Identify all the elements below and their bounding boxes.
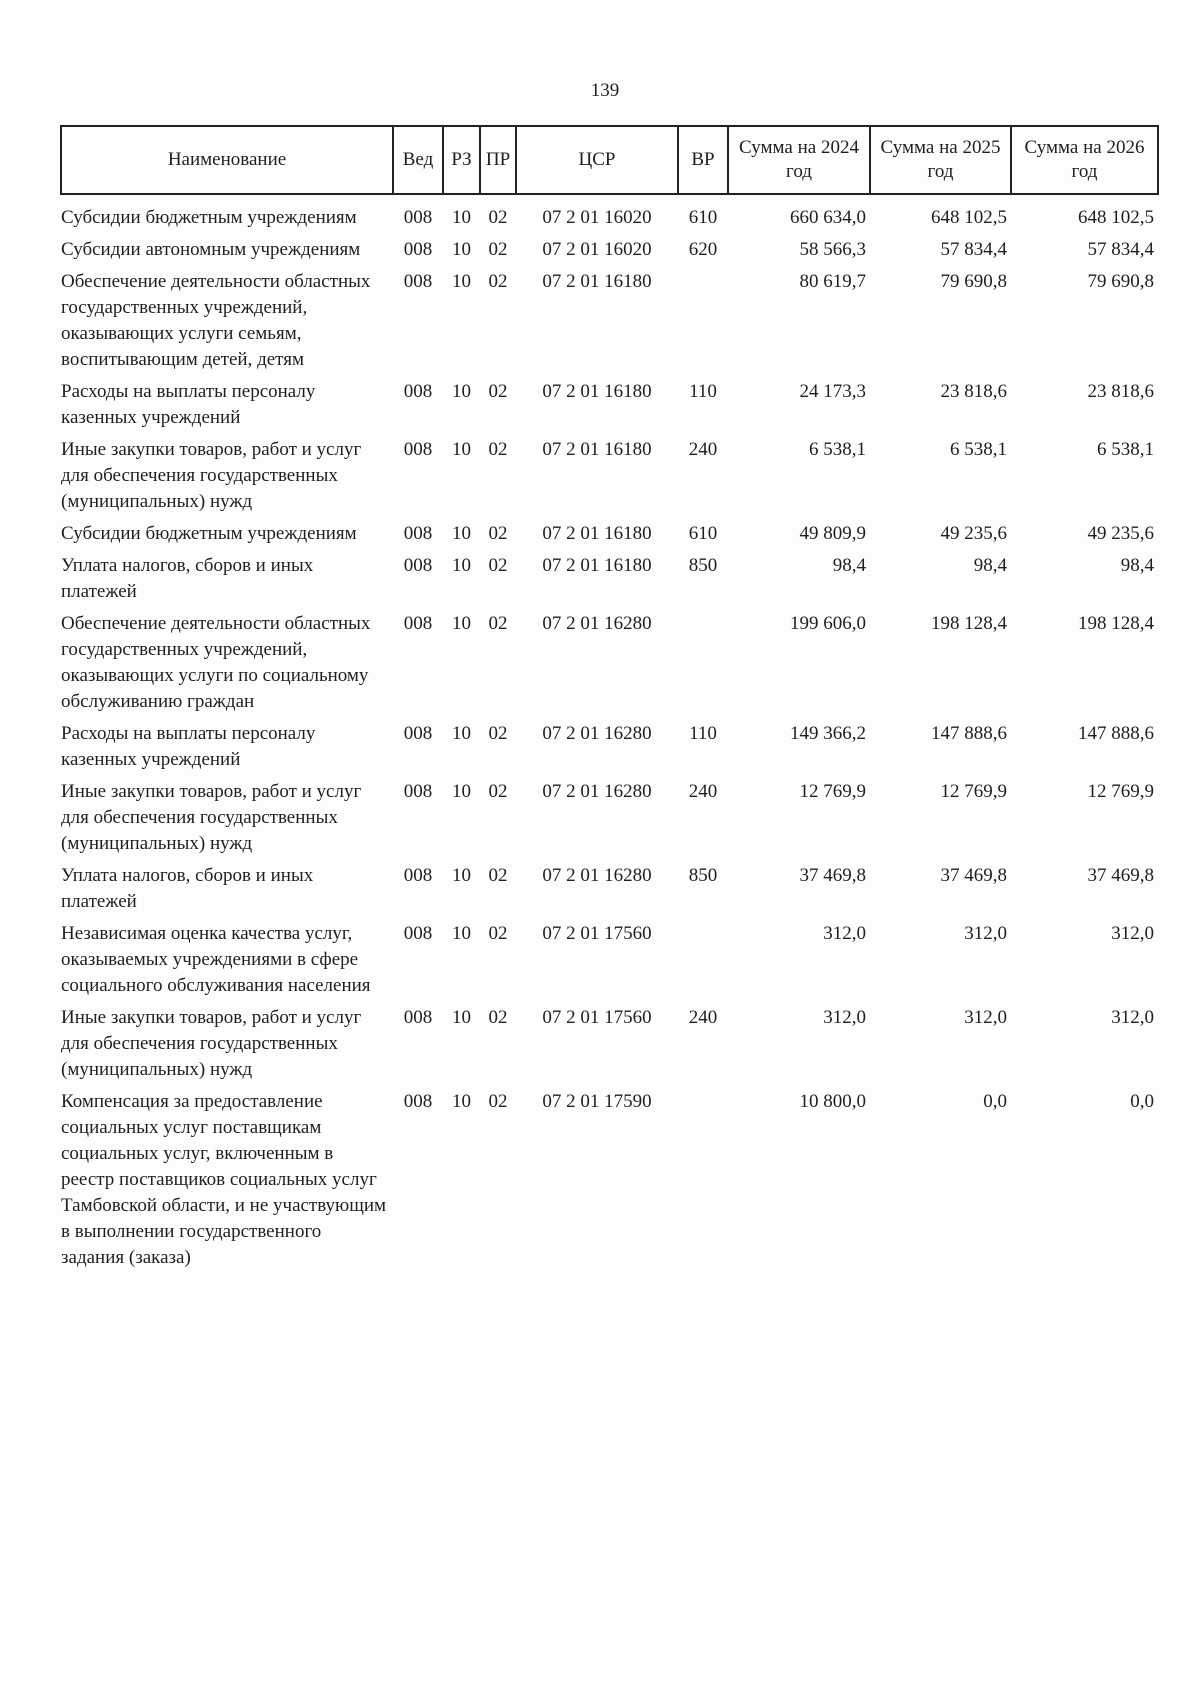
- row-sum-2026-cell: 312,0: [1111, 923, 1154, 944]
- header-sum-2025: Сумма на 2025 год: [870, 126, 1011, 194]
- header-sum-2024: Сумма на 2024 год: [728, 126, 870, 194]
- row-sum-2024-cell: 80 619,7: [799, 271, 866, 292]
- row-csr-cell: 07 2 01 16180: [542, 271, 652, 292]
- table-row: [61, 777, 1158, 861]
- row-name-cell: Уплата налогов, сборов и иных платежей: [61, 555, 314, 602]
- row-sum-2024-cell: 6 538,1: [809, 439, 866, 460]
- header-vr: ВР: [678, 126, 728, 194]
- row-sum-2026-cell: 37 469,8: [1087, 865, 1154, 886]
- row-sum-2024-cell: 660 634,0: [790, 207, 866, 228]
- table-row: [61, 551, 1158, 609]
- row-pr-cell: 02: [488, 613, 508, 634]
- row-rz-cell: 10: [452, 381, 471, 402]
- row-vr-cell: 110: [689, 381, 717, 402]
- row-name-cell: Уплата налогов, сборов и иных платежей: [61, 865, 314, 912]
- row-csr-cell: 07 2 01 17590: [542, 1091, 652, 1112]
- row-name-cell: Расходы на выплаты персоналу казенных учреждений: [61, 381, 316, 428]
- table-body: [61, 194, 1158, 1275]
- row-csr-cell: 07 2 01 16280: [542, 781, 652, 802]
- row-sum-2024-cell: 98,4: [832, 555, 866, 576]
- row-sum-2024-cell: 10 800,0: [799, 1091, 866, 1112]
- header-csr: ЦСР: [516, 126, 678, 194]
- row-ved-cell: 008: [403, 723, 433, 744]
- row-sum-2025-cell: 198 128,4: [931, 613, 1007, 634]
- row-csr-cell: 07 2 01 16020: [542, 239, 652, 260]
- row-rz-cell: 10: [452, 1007, 471, 1028]
- header-row: [61, 126, 1158, 194]
- row-sum-2024-cell: 199 606,0: [790, 613, 866, 634]
- row-sum-2026-cell: 23 818,6: [1087, 381, 1154, 402]
- row-vr-cell: 610: [688, 207, 718, 228]
- row-pr-cell: 02: [488, 555, 508, 576]
- row-sum-2026-cell: 49 235,6: [1087, 523, 1154, 544]
- row-vr-cell: 240: [688, 439, 718, 460]
- page-number: 139: [590, 80, 620, 101]
- row-sum-2025-cell: 648 102,5: [931, 207, 1007, 228]
- table-row: [61, 377, 1158, 435]
- row-sum-2024-cell: 312,0: [823, 923, 866, 944]
- row-sum-2025-cell: 49 235,6: [940, 523, 1007, 544]
- table-row: [61, 1003, 1158, 1087]
- table-row: [61, 267, 1158, 377]
- row-sum-2026-cell: 648 102,5: [1078, 207, 1154, 228]
- row-sum-2025-cell: 12 769,9: [940, 781, 1007, 802]
- row-sum-2026-cell: 312,0: [1111, 1007, 1154, 1028]
- row-rz-cell: 10: [452, 439, 471, 460]
- row-ved-cell: 008: [403, 923, 433, 944]
- row-csr-cell: 07 2 01 17560: [542, 1007, 652, 1028]
- budget-table: [60, 125, 1159, 1275]
- row-sum-2024-cell: 49 809,9: [799, 523, 866, 544]
- row-rz-cell: 10: [452, 271, 471, 292]
- row-csr-cell: 07 2 01 16280: [542, 865, 652, 886]
- row-ved-cell: 008: [403, 613, 433, 634]
- row-pr-cell: 02: [488, 723, 508, 744]
- row-csr-cell: 07 2 01 16180: [542, 523, 652, 544]
- row-vr-cell: 850: [688, 555, 718, 576]
- row-sum-2025-cell: 312,0: [964, 1007, 1007, 1028]
- row-pr-cell: 02: [488, 271, 508, 292]
- row-name-cell: Иные закупки товаров, работ и услуг для обеспечения государственных (муниципальных) нужд: [61, 439, 362, 512]
- row-rz-cell: 10: [452, 523, 471, 544]
- table-row: [61, 719, 1158, 777]
- row-name-cell: Обеспечение деятельности областных государственных учреждений, оказывающих услуги семьям, воспитывающим детей, детям: [61, 271, 371, 370]
- table-row: [61, 919, 1158, 1003]
- row-pr-cell: 02: [488, 781, 508, 802]
- row-sum-2025-cell: 147 888,6: [931, 723, 1007, 744]
- row-ved-cell: 008: [403, 781, 433, 802]
- row-pr-cell: 02: [488, 439, 508, 460]
- row-sum-2024-cell: 312,0: [823, 1007, 866, 1028]
- row-sum-2025-cell: 23 818,6: [940, 381, 1007, 402]
- row-ved-cell: 008: [403, 239, 433, 260]
- row-vr-cell: 850: [688, 865, 718, 886]
- row-vr-cell: 610: [688, 523, 718, 544]
- row-sum-2026-cell: 198 128,4: [1078, 613, 1154, 634]
- row-sum-2025-cell: 98,4: [973, 555, 1007, 576]
- row-rz-cell: 10: [452, 555, 471, 576]
- row-ved-cell: 008: [403, 207, 433, 228]
- header-pr: ПР: [480, 126, 516, 194]
- row-pr-cell: 02: [488, 923, 508, 944]
- row-vr-cell: [678, 1087, 728, 1275]
- table-row: [61, 861, 1158, 919]
- table-row: [61, 1087, 1158, 1275]
- header-ved: Вед: [393, 126, 443, 194]
- row-csr-cell: 07 2 01 16180: [542, 439, 652, 460]
- row-sum-2026-cell: 147 888,6: [1078, 723, 1154, 744]
- row-name-cell: Иные закупки товаров, работ и услуг для обеспечения государственных (муниципальных) нужд: [61, 781, 362, 854]
- row-name-cell: Независимая оценка качества услуг, оказываемых учреждениями в сфере социального обслуживания населения: [61, 923, 371, 996]
- row-rz-cell: 10: [452, 781, 471, 802]
- row-csr-cell: 07 2 01 16180: [542, 381, 652, 402]
- row-sum-2025-cell: 37 469,8: [940, 865, 1007, 886]
- row-sum-2024-cell: 149 366,2: [790, 723, 866, 744]
- row-sum-2024-cell: 58 566,3: [799, 239, 866, 260]
- row-pr-cell: 02: [488, 1007, 508, 1028]
- table-row: [61, 435, 1158, 519]
- row-sum-2024-cell: 37 469,8: [799, 865, 866, 886]
- table-header: [61, 126, 1158, 194]
- header-rz: РЗ: [443, 126, 480, 194]
- table-row: [61, 609, 1158, 719]
- row-name-cell: Субсидии бюджетным учреждениям: [61, 523, 357, 544]
- row-sum-2026-cell: 98,4: [1120, 555, 1154, 576]
- table-row: [61, 519, 1158, 551]
- row-sum-2025-cell: 79 690,8: [940, 271, 1007, 292]
- row-pr-cell: 02: [488, 207, 508, 228]
- row-rz-cell: 10: [452, 923, 471, 944]
- row-ved-cell: 008: [403, 439, 433, 460]
- row-sum-2026-cell: 0,0: [1130, 1091, 1154, 1112]
- row-sum-2026-cell: 12 769,9: [1087, 781, 1154, 802]
- row-ved-cell: 008: [403, 271, 433, 292]
- row-pr-cell: 02: [488, 865, 508, 886]
- row-rz-cell: 10: [452, 865, 471, 886]
- row-name-cell: Расходы на выплаты персоналу казенных учреждений: [61, 723, 316, 770]
- row-ved-cell: 008: [403, 523, 433, 544]
- row-sum-2025-cell: 6 538,1: [950, 439, 1007, 460]
- row-name-cell: Субсидии бюджетным учреждениям: [61, 207, 357, 228]
- table-row: [61, 194, 1158, 235]
- row-name-cell: Обеспечение деятельности областных государственных учреждений, оказывающих услуги по социальному обслуживанию граждан: [61, 613, 371, 712]
- row-csr-cell: 07 2 01 16280: [542, 723, 652, 744]
- row-pr-cell: 02: [488, 381, 508, 402]
- row-rz-cell: 10: [452, 1091, 471, 1112]
- row-sum-2024-cell: 24 173,3: [799, 381, 866, 402]
- row-rz-cell: 10: [452, 207, 471, 228]
- row-name-cell: Субсидии автономным учреждениям: [61, 239, 361, 260]
- row-csr-cell: 07 2 01 16020: [542, 207, 652, 228]
- row-vr-cell: 620: [688, 239, 718, 260]
- row-rz-cell: 10: [452, 239, 471, 260]
- row-sum-2025-cell: 0,0: [983, 1091, 1007, 1112]
- row-sum-2026-cell: 79 690,8: [1087, 271, 1154, 292]
- row-rz-cell: 10: [452, 613, 471, 634]
- row-pr-cell: 02: [488, 1091, 508, 1112]
- row-name-cell: Компенсация за предоставление социальных услуг поставщикам социальных услуг, включенным в реестр поставщиков социальных услуг Тамбовской области, и не участвующим в выполнении государственного задания (заказа): [61, 1091, 387, 1268]
- row-vr-cell: 110: [689, 723, 717, 744]
- header-sum-2026: Сумма на 2026 год: [1011, 126, 1158, 194]
- row-pr-cell: 02: [488, 523, 508, 544]
- row-csr-cell: 07 2 01 17560: [542, 923, 652, 944]
- row-sum-2025-cell: 312,0: [964, 923, 1007, 944]
- row-vr-cell: 240: [688, 1007, 718, 1028]
- row-ved-cell: 008: [403, 1007, 433, 1028]
- table-row: [61, 235, 1158, 267]
- row-ved-cell: 008: [403, 1091, 433, 1112]
- row-rz-cell: 10: [452, 723, 471, 744]
- row-ved-cell: 008: [403, 865, 433, 886]
- header-name: Наименование: [61, 126, 393, 194]
- row-ved-cell: 008: [403, 555, 433, 576]
- row-vr-cell: 240: [688, 781, 718, 802]
- row-vr-cell: [678, 267, 728, 377]
- row-csr-cell: 07 2 01 16180: [542, 555, 652, 576]
- row-sum-2026-cell: 6 538,1: [1097, 439, 1154, 460]
- row-csr-cell: 07 2 01 16280: [542, 613, 652, 634]
- row-vr-cell: [678, 609, 728, 719]
- row-sum-2026-cell: 57 834,4: [1087, 239, 1154, 260]
- row-sum-2024-cell: 12 769,9: [799, 781, 866, 802]
- row-vr-cell: [678, 919, 728, 1003]
- row-pr-cell: 02: [488, 239, 508, 260]
- row-sum-2025-cell: 57 834,4: [940, 239, 1007, 260]
- row-name-cell: Иные закупки товаров, работ и услуг для обеспечения государственных (муниципальных) нужд: [61, 1007, 362, 1080]
- row-ved-cell: 008: [403, 381, 433, 402]
